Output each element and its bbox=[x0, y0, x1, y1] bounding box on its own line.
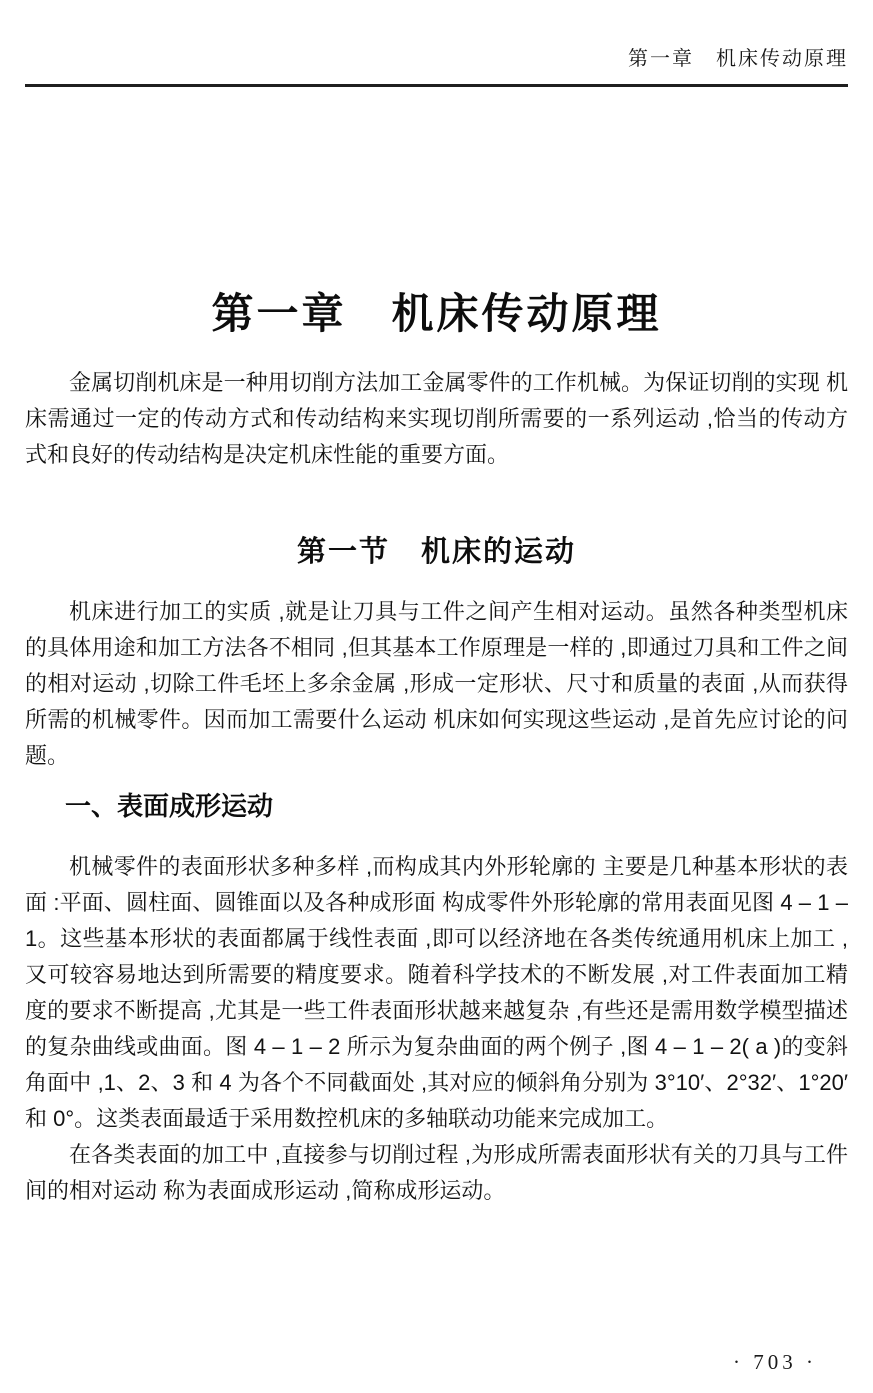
page-number: · 703 · bbox=[733, 1350, 817, 1374]
surface-forming-paragraph-2: 在各类表面的加工中 ,直接参与切削过程 ,为形成所需表面形状有关的刀具与工件间的相对运动 称为表面成形运动 ,简称成形运动。 bbox=[25, 1142, 848, 1204]
intro-paragraph: 金属切削机床是一种用切削方法加工金属零件的工作机械。为保证切削的实现 机床需通过一定的传动方式和传动结构来实现切削所需要的一系列运动 ,恰当的传动方式和良好的传动结构是决定机床性能的重要方面。 bbox=[25, 370, 848, 468]
section-intro-paragraph: 机床进行加工的实质 ,就是让刀具与工件之间产生相对运动。虽然各种类型机床的具体用途和加工方法各不相同 ,但其基本工作原理是一样的 ,即通过刀具和工件之间的相对运动 ,切除工件毛坯上多余金属 ,形成一定形状、尺寸和质量的表面 ,从而获得所需的机械零件。因而加工需要什么运动 机床如何实现这些运动 ,是首先应讨论的问题。 bbox=[25, 599, 848, 769]
chapter-title: 第一章 机床传动原理 bbox=[211, 290, 662, 337]
subsection-title: 一、表面成形运动 bbox=[65, 791, 274, 822]
header-rule bbox=[25, 84, 848, 87]
section-title: 第一节 机床的运动 bbox=[296, 536, 576, 569]
running-header: 第一章 机床传动原理 bbox=[628, 48, 848, 70]
surface-forming-paragraph-1: 机械零件的表面形状多种多样 ,而构成其内外形轮廓的 主要是几种基本形状的表面 :平面、圆柱面、圆锥面以及各种成形面 构成零件外形轮廓的常用表面见图 4 – 1 – 1。这些基本形状的表面都属于线性表面 ,即可以经济地在各类传统通用机床上加工 ,又可较容易地达到所需要的精度要求。随着科学技术的不断发展 ,对工件表面加工精度的要求不断提高 ,尤其是一些工件表面形状越来越复杂 ,有些还是需用数学模型描述的复杂曲线或曲面。图 4 – 1 – 2 所示为复杂曲面的两个例子 ,图 4 – 1 – 2( a )的变斜角面中 ,1、2、3 和 4 为各个不同截面处 ,其对应的倾斜角分别为 3°10′、2°32′、1°20′和 0°。这类表面最适于采用数控机床的多轴联动功能来完成加工。 bbox=[25, 854, 848, 1132]
